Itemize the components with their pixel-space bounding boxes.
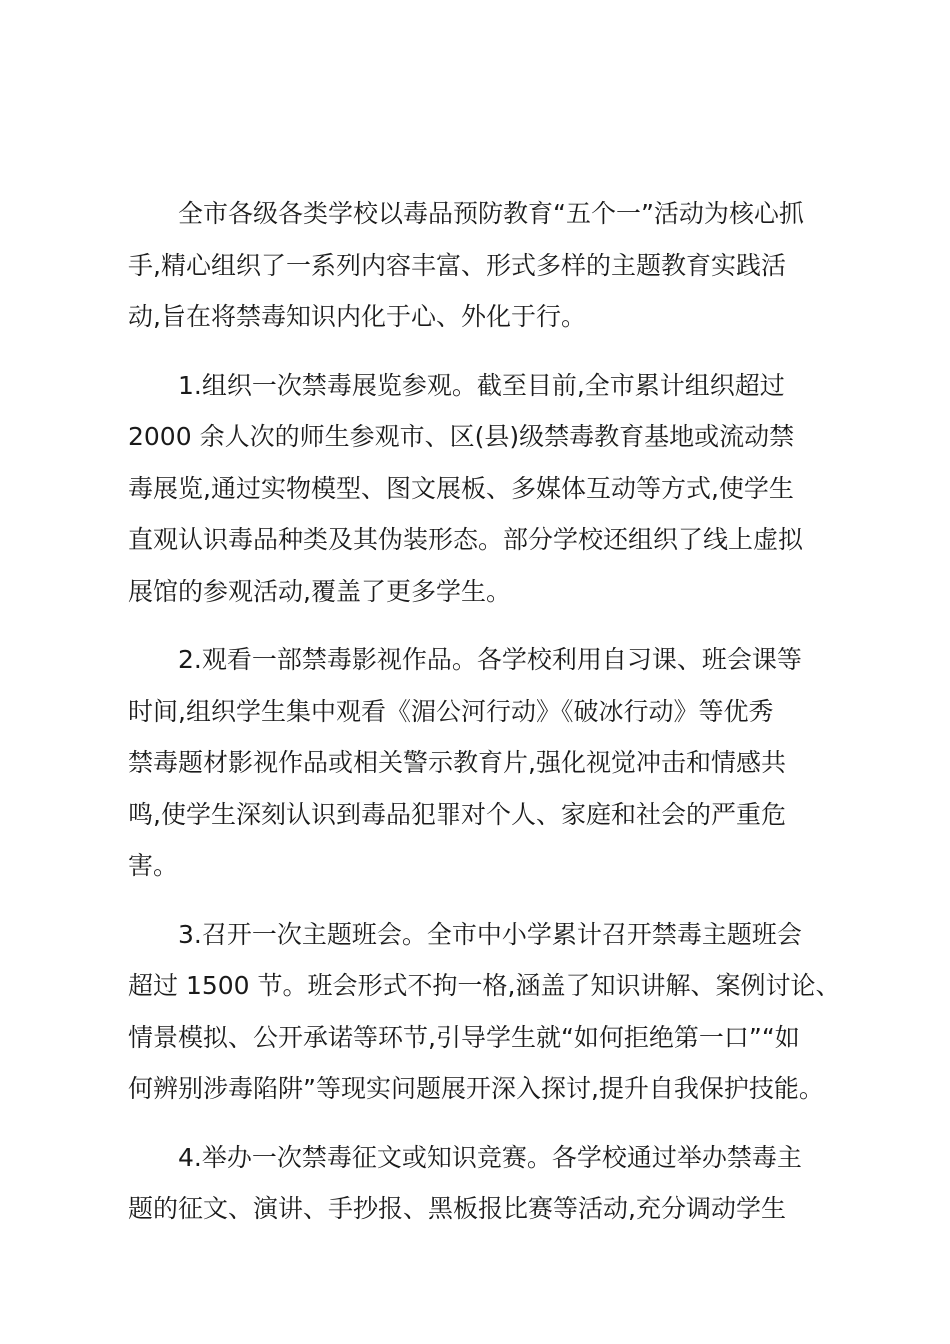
text-line: 超过 1500 节。班会形式不拘一格,涵盖了知识讲解、案例讨论、: [128, 971, 841, 1000]
paragraph-exhibition-visit: [128, 360, 848, 618]
text-line: 题的征文、演讲、手抄报、黑板报比赛等活动,充分调动学生: [128, 1194, 786, 1223]
text-line: 2.观看一部禁毒影视作品。各学校利用自习课、班会课等: [178, 645, 802, 674]
text-line: 4.举办一次禁毒征文或知识竞赛。各学校通过举办禁毒主: [178, 1142, 802, 1172]
text-line: 时间,组织学生集中观看《湄公河行动》《破冰行动》等优秀: [128, 696, 774, 726]
text-line: 3.召开一次主题班会。全市中小学累计召开禁毒主题班会: [178, 919, 802, 949]
paragraph-film-viewing: [128, 634, 848, 892]
text-line: 禁毒题材影视作品或相关警示教育片,强化视觉冲击和情感共: [128, 748, 786, 777]
text-line: 展馆的参观活动,覆盖了更多学生。: [128, 576, 511, 606]
document-body: [128, 188, 848, 1252]
text-line: 直观认识毒品种类及其伪装形态。部分学校还组织了线上虚拟: [128, 525, 804, 554]
paragraph-intro: [128, 188, 848, 343]
text-line: 毒展览,通过实物模型、图文展板、多媒体互动等方式,使学生: [128, 473, 794, 503]
paragraph-class-meeting: [128, 909, 848, 1115]
text-line: 鸣,使学生深刻认识到毒品犯罪对个人、家庭和社会的严重危: [128, 799, 786, 829]
text-line: 动,旨在将禁毒知识内化于心、外化于行。: [128, 302, 586, 331]
text-line: 手,精心组织了一系列内容丰富、形式多样的主题教育实践活: [128, 250, 786, 280]
paragraph-essay-contest: [128, 1132, 848, 1235]
text-line: 1.组织一次禁毒展览参观。截至目前,全市累计组织超过: [178, 370, 785, 400]
text-line: 2000 余人次的师生参观市、区(县)级禁毒教育基地或流动禁: [128, 422, 795, 451]
text-line: 何辨别涉毒陷阱”等现实问题展开深入探讨,提升自我保护技能。: [128, 1074, 824, 1103]
text-line: 害。: [128, 851, 179, 880]
text-line: 情景模拟、公开承诺等环节,引导学生就“如何拒绝第一口”“如: [128, 1022, 800, 1052]
text-line: 全市各级各类学校以毒品预防教育“五个一”活动为核心抓: [178, 199, 804, 228]
